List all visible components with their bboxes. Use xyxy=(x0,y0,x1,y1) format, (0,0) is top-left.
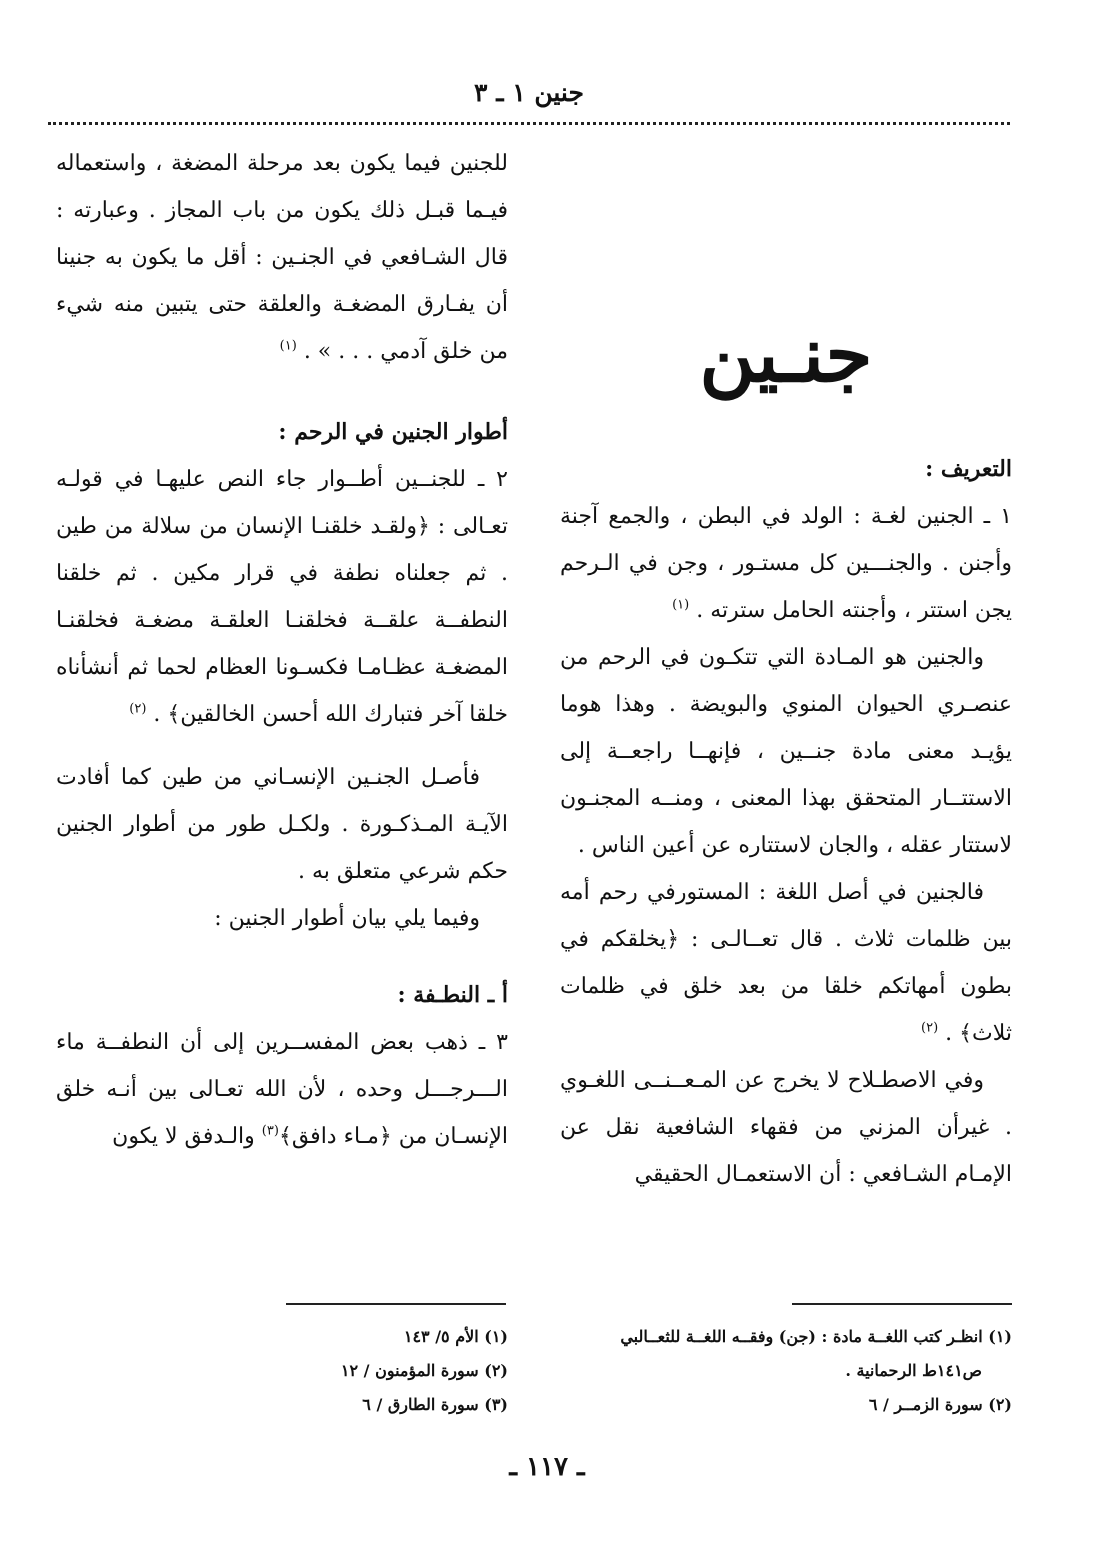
footnotes-right xyxy=(560,1320,1012,1422)
running-header: جنين ١ ـ ٣ xyxy=(474,78,584,107)
paragraph-continued-text: للجنين فيما يكون بعد مرحلة المضغة ، واستعماله فيـما قبـل ذلك يكون من باب المجاز . وعبارته : قال الشـافعي في الجنـين : أقل ما يكون به جنينا أن يفـارق المضغـة والعلقة حتى يتبين منه شيء من خلق آدمي . . . » . xyxy=(56,151,508,364)
paragraph-4: وفي الاصطـلاح لا يخرج عن المـعــنــى اللغـوي . غيرأن المزني من فقهاء الشافعية نقل عن الإمـام الشـافعي : أن الاستعمـال الحقيقي xyxy=(560,1068,1012,1187)
footnote-ref-left-3: (٣) xyxy=(261,1123,279,1139)
stages-heading: أطوار الجنين في الرحم : xyxy=(278,419,508,445)
footnote-ref-1: (١) xyxy=(672,597,690,613)
article-title: جنـين xyxy=(699,310,873,399)
footnotes-left xyxy=(56,1320,508,1422)
paragraph-nutfa xyxy=(56,1019,508,1160)
footnote-left-2: (٢) سورة المؤمنون / ١٢ xyxy=(340,1361,508,1380)
paragraph-2: والجنين هو المـادة التي تتكـون في الرحم من عنصـري الحيوان المنوي والبويضة . وهذا هوما يؤيـد معنى مادة جنــين ، فإنهــا راجعــة إلى الاستتــار المتحقق بهذا المعنى ، ومنــه المجنـون لاستتار عقله ، والجان لاستتاره عن أعين الناس . xyxy=(560,645,1012,858)
header-dotted-rule xyxy=(48,122,1010,125)
footnote-right-2: (٢) سورة الزمــر / ٦ xyxy=(868,1395,1012,1414)
footnote-right-1: (١) انظـر كتب اللغــة مادة : (جن) وفقــه اللغــة للثعــالبي xyxy=(620,1327,1012,1346)
paragraph-stages-text: ٢ ـ للجنــين أطــوار جاء النص عليهـا في قولـه تعـالى : ﴿ولقـد خلقنـا الإنسان من سلالة من طين . ثم جعلناه نطفة في قرار مكين . ثم خلقنا النطفــة علقــة فخلقنـا العلقـة مضغـة فخلقنـا المضغـة عظـامـا فكسـونا العظام لحما ثم أنشأناه خلقا آخر فتبارك الله أحسن الخالقين﴾ . xyxy=(56,467,508,727)
footnote-ref-left-1: (١) xyxy=(279,338,297,354)
left-column xyxy=(56,140,508,1310)
footnote-rule-left xyxy=(286,1303,506,1305)
footnote-right-1-cont: ص١٤١ط الرحمانية . xyxy=(845,1361,982,1380)
definition-heading: التعريف : xyxy=(925,456,1012,482)
paragraph-1 xyxy=(560,493,1012,634)
paragraph-continued xyxy=(56,140,508,375)
footnote-ref-left-2: (٢) xyxy=(129,701,147,717)
footnote-rule-right xyxy=(792,1303,1012,1305)
nutfa-heading: أ ـ النطـفة : xyxy=(397,982,508,1008)
paragraph-list-intro: وفيما يلي بيان أطوار الجنين : xyxy=(214,906,480,931)
footnote-left-3: (٣) سورة الطارق / ٦ xyxy=(362,1395,508,1414)
paragraph-3 xyxy=(560,869,1012,1057)
paragraph-3-text: فالجنين في أصل اللغة : المستورفي رحم أمه بين ظلمات ثلاث . قال تعــالـى : ﴿يخلقكم في بطون أمهاتكم خلقا من بعد خلق في ظلمات ثلاث﴾ . xyxy=(560,880,1012,1046)
paragraph-nutfa-text-b: والـدفق لا يكون xyxy=(112,1124,262,1149)
paragraph-origin: فأصـل الجنـين الإنسـاني من طين كما أفادت الآيـة المـذكـورة . ولكـل طور من أطوار الجنين حكم شرعي متعلق به . xyxy=(56,765,508,884)
paragraph-stages xyxy=(56,456,508,738)
footnote-left-1: (١) الأم ٥/ ١٤٣ xyxy=(403,1327,508,1346)
footnote-ref-2: (٢) xyxy=(921,1020,939,1036)
paragraph-1-text: ١ ـ الجنين لغـة : الولد في البطن ، والجمع آجنة وأجنن . والجنـــين كل مستـور ، وجن في الـرحم يجن استتر ، وأجنته الحامل سترته . xyxy=(560,504,1012,623)
page-number: ـ ١١٧ ـ xyxy=(509,1452,585,1482)
right-column xyxy=(560,140,1012,1310)
paragraph-nutfa-text-a: ٣ ـ ذهب بعض المفســرين إلى أن النطفــة ماء الـــرجـــل وحده ، لأن الله تعـالى بين أنـه خلق الإنسـان من ﴿مـاء دافق﴾ xyxy=(56,1030,508,1149)
